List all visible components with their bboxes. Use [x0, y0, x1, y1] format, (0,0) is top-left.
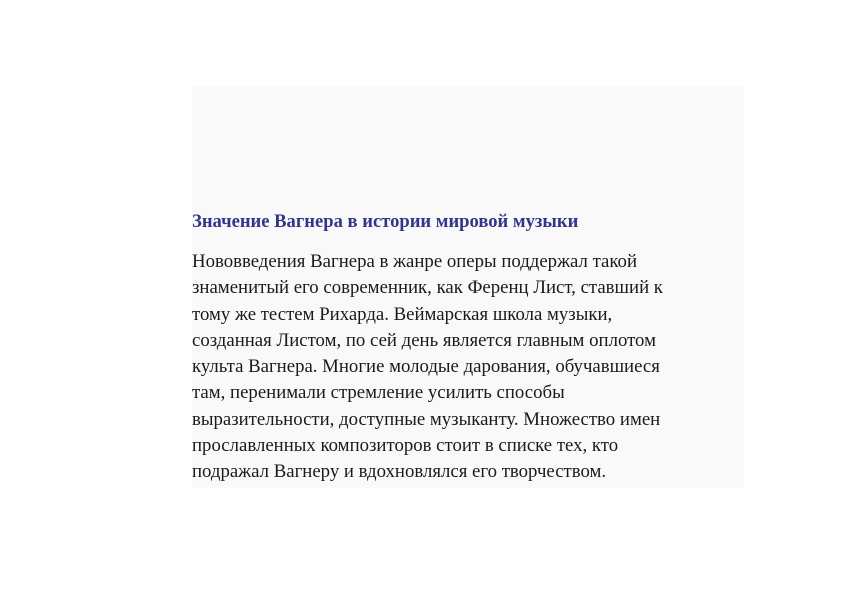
- paragraph-line: знаменитый его современник, как Ференц Лист, ставший к: [192, 277, 663, 299]
- paragraph-line: тому же тестем Рихарда. Веймарская школа музыки,: [192, 303, 613, 325]
- paragraph-line: Нововведения Вагнера в жанре оперы поддержал такой: [192, 251, 637, 272]
- paragraph-line: там, перенимали стремление усилить способы: [192, 382, 565, 404]
- section-heading: Значение Вагнера в истории мировой музыки: [192, 211, 579, 232]
- paragraph-line: подражал Вагнеру и вдохновлялся его творчеством.: [192, 461, 607, 483]
- body-paragraph: [192, 249, 744, 486]
- paragraph-line: выразительности, доступные музыканту. Множество имен: [192, 408, 661, 430]
- paragraph-line: созданная Листом, по сей день является главным оплотом: [192, 329, 656, 351]
- content-block: [192, 86, 744, 488]
- paragraph-line: прославленных композиторов стоит в списке тех, кто: [192, 435, 619, 457]
- paragraph-line: культа Вагнера. Многие молодые дарования, обучавшиеся: [192, 356, 660, 378]
